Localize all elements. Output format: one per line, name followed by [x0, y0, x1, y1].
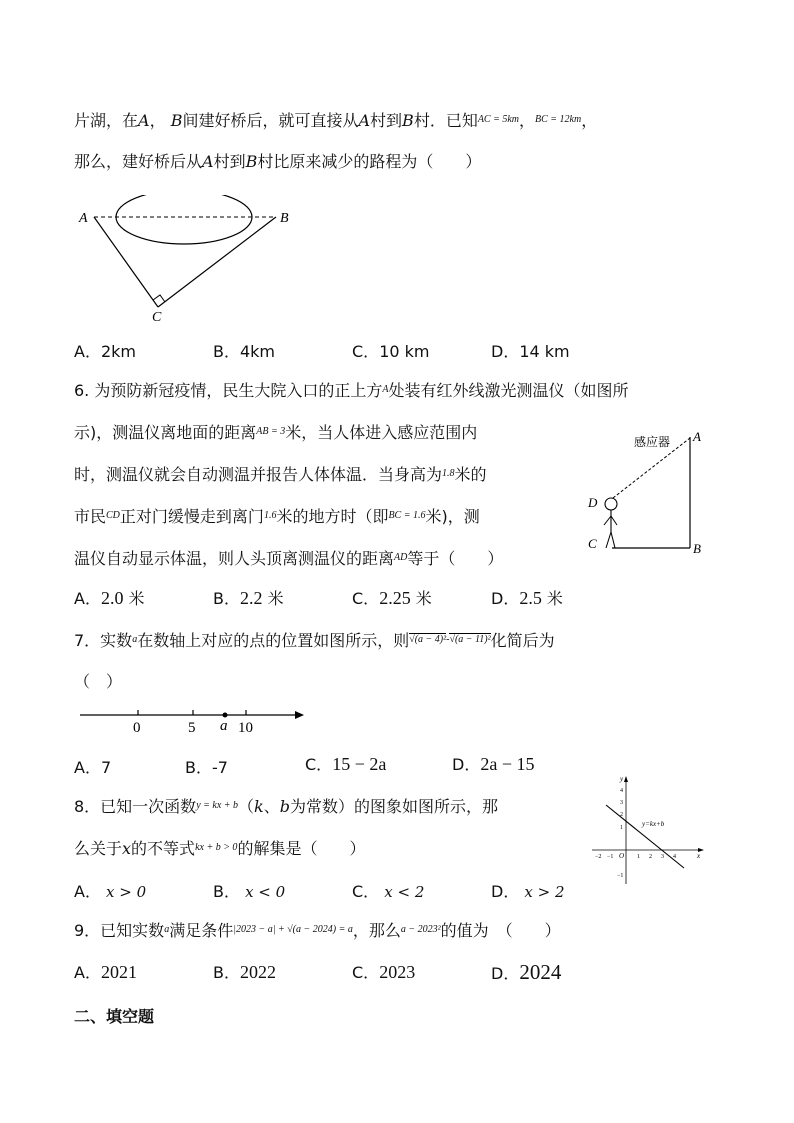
q6-stem-line5: 温仪自动显示体温，则人头顶离测温仪的距离$^{AD}$等于（ ）	[74, 549, 504, 568]
tick-5: 5	[188, 720, 196, 736]
svg-text:2: 2	[620, 812, 623, 818]
sensor-label: 感应器	[634, 435, 671, 449]
graph-x-label: x	[697, 852, 701, 860]
q6-stem-line2: 示)，测温仪离地面的距离$^{AB = 3}$米，当人体进入感应范围内	[74, 423, 478, 442]
graph-origin: O	[619, 852, 625, 860]
q7-option-c[interactable]: C．15 − 2a	[305, 754, 387, 774]
q6-option-b[interactable]: B．2.2 米	[213, 588, 284, 608]
q6-option-a[interactable]: A．2.0 米	[74, 588, 145, 608]
graph-y-label: y	[620, 775, 624, 783]
q7-stem-line2: （ ）	[74, 672, 123, 691]
label-c: C	[152, 310, 162, 325]
graph-equation: y=kx+b	[642, 820, 665, 828]
label-d: D	[588, 495, 598, 510]
label-a: A	[693, 429, 701, 444]
number-line-figure	[78, 704, 308, 738]
q5-stem-line2: 那么，建好桥后从A村到B村比原来减少的路程为（ ）	[74, 152, 482, 171]
q7-option-b[interactable]: B．-7	[185, 758, 228, 777]
q9-option-d[interactable]: D．2024	[491, 960, 562, 984]
svg-text:−1: −1	[607, 854, 614, 860]
q9-option-c[interactable]: C．2023	[352, 962, 416, 982]
svg-text:−1: −1	[617, 873, 624, 879]
label-c: C	[588, 536, 597, 551]
person-head	[605, 498, 617, 510]
q5-stem-line1: 片湖，在A， B间建好桥后，就可直接从A村到B村．已知$^{AC = 5km}$，$^{BC = 12km}$，	[74, 111, 598, 130]
tick-a: a	[220, 718, 228, 734]
point-a	[223, 713, 228, 718]
q8-stem-line1: 8．已知一次函数$^{y = kx + b}$（k、b为常数）的图象如图所示，那	[74, 797, 498, 816]
axis-arrow	[295, 711, 304, 719]
q5-option-c[interactable]: C．10 km	[352, 342, 430, 361]
q8-stem-line2: 么关于x的不等式$^{kx + b > 0}$的解集是（ ）	[74, 839, 366, 858]
q9-option-b[interactable]: B．2022	[213, 962, 276, 982]
sqrt-expr-2: √(a − 11)²	[449, 634, 491, 645]
q6-stem-line4: 市民$^{CD}$正对门缓慢走到离门$^{1.6}$米的地方时（即$^{BC = 1.6}$米)，测	[74, 507, 480, 526]
right-angle-mark	[153, 295, 165, 302]
q6-option-d[interactable]: D．2.5 米	[491, 588, 563, 608]
lake-triangle-figure	[76, 195, 306, 325]
svg-text:2: 2	[649, 854, 652, 860]
thermometer-figure	[584, 425, 714, 560]
section-title: 二、填空题	[74, 1007, 155, 1026]
q5-option-d[interactable]: D．14 km	[491, 342, 570, 361]
side-bc	[158, 217, 276, 307]
q6-option-c[interactable]: C．2.25 米	[352, 588, 432, 608]
q8-option-b[interactable]: B． x < 0	[213, 882, 286, 901]
svg-text:3: 3	[661, 854, 664, 860]
q9-stem-line1: 9．已知实数$^a$满足条件$^{|2023 - a| + √(a - 2024) = a}$，那么$^{a - 2023^2}$的值为 （ ）	[74, 921, 561, 940]
q7-option-d[interactable]: D．2a − 15	[452, 754, 535, 774]
lake-ellipse	[116, 195, 252, 244]
linear-function-graph	[588, 772, 708, 892]
svg-text:1: 1	[637, 854, 640, 860]
label-b: B	[693, 541, 701, 556]
svg-text:4: 4	[673, 854, 676, 860]
q7-stem-line1: 7．实数$^a$在数轴上对应的点的位置如图所示，则$^{√(a - 4)^2-√(a - 11)^2}$化简后为	[74, 631, 555, 650]
tick-0: 0	[133, 720, 141, 736]
q6-stem-line1: 6. 为预防新冠疫情，民生大院入口的正上方$^A$处装有红外线激光测温仪（如图所	[74, 381, 629, 400]
svg-text:4: 4	[620, 788, 623, 794]
q8-option-d[interactable]: D． x > 2	[491, 882, 565, 901]
sqrt-expr-1: √(a − 4)²	[409, 634, 447, 645]
q7-option-a[interactable]: A．7	[74, 758, 112, 777]
tick-10: 10	[238, 720, 253, 736]
q8-option-a[interactable]: A． x > 0	[74, 882, 147, 901]
q5-option-a[interactable]: A．2km	[74, 342, 136, 361]
svg-text:−2: −2	[595, 854, 602, 860]
svg-text:1: 1	[620, 825, 623, 831]
q8-option-c[interactable]: C． x < 2	[352, 882, 425, 901]
q5-option-b[interactable]: B．4km	[213, 342, 276, 361]
label-b: B	[280, 211, 289, 226]
q6-stem-line3: 时，测温仪就会自动测温并报告人体体温．当身高为$^{1.8}$米的	[74, 465, 487, 484]
svg-text:3: 3	[620, 800, 623, 806]
label-a: A	[79, 211, 88, 226]
q9-option-a[interactable]: A．2021	[74, 962, 137, 982]
